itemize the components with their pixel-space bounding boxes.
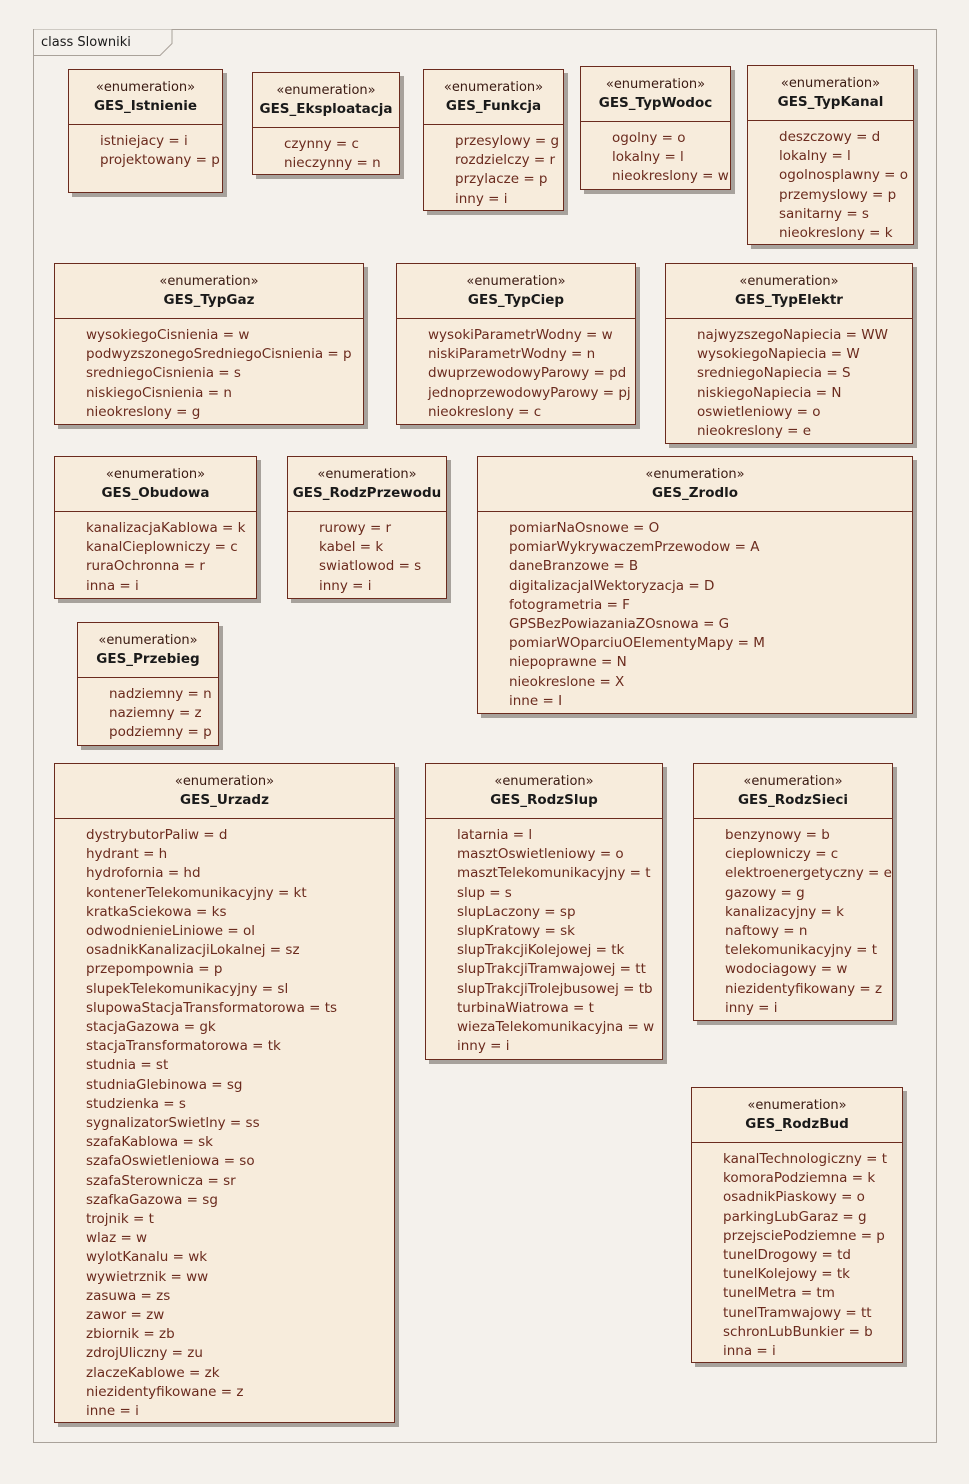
enum-literal-list [55,819,394,1421]
enum-literal: fotogrametria = F [509,596,630,613]
enum-literal: projektowany = p [100,152,220,169]
enum-literal: benzynowy = b [725,827,830,843]
class-header [69,70,222,125]
enum-literal: podwyzszonegoSredniegoCisnienia = p [86,346,352,363]
enum-literal: dystrybutorPaliw = d [86,827,228,843]
enum-literal: slupTrakcjiKolejowej = tk [457,942,625,959]
enum-ges-rodzsieci[interactable] [693,763,893,1021]
enum-literal-list [426,819,662,1056]
enum-literal: istniejacy = i [100,133,188,149]
class-name: GES_TypWodoc [598,95,713,111]
enum-literal: kanalizacyjny = k [725,903,844,920]
class-name: GES_Istnienie [93,98,198,114]
enum-literal-list [69,125,222,170]
enum-ges-istnienie[interactable] [68,69,223,193]
stereotype-label: «enumeration» [443,80,544,95]
class-name: GES_Funkcja [445,98,542,114]
class-header [55,764,394,819]
enum-literal: naftowy = n [725,923,808,940]
class-header [55,264,363,319]
enum-literal: sredniegoCisnienia = s [86,365,241,382]
enum-literal: zasuwa = zs [86,1287,171,1304]
enum-literal: elektroenergetyczny = e [725,865,892,882]
stereotype-label: «enumeration» [174,774,275,789]
enum-ges-rodzprzewodu[interactable] [287,456,447,599]
enum-literal: gazowy = g [725,884,805,901]
enum-ges-rodzslup[interactable] [425,763,663,1060]
stereotype-label: «enumeration» [743,774,843,789]
enum-literal: szafaSterownicza = sr [86,1172,236,1189]
enum-literal: zbiornik = zb [86,1326,175,1343]
stereotype-label: «enumeration» [105,467,206,482]
class-header [478,457,912,512]
enum-literal: studzienka = s [86,1095,186,1112]
enum-literal: przylacze = p [455,171,548,188]
enum-literal: szafkaGazowa = sg [86,1191,218,1208]
stereotype-label: «enumeration» [747,1098,847,1113]
enum-literal: zdrojUliczny = zu [86,1345,203,1362]
enum-literal: wysokiegoCisnienia = w [86,327,250,343]
enum-literal: nieokreslony = g [86,403,201,420]
enum-literal: masztTelekomunikacyjny = t [457,865,651,882]
class-header [694,764,892,819]
enum-literal: inna = i [723,1343,776,1360]
enum-literal-list [55,512,256,596]
enum-literal: najwyzszegoNapiecia = WW [697,327,888,343]
enum-literal: slupekTelekomunikacyjny = sl [86,980,289,997]
enum-literal: inny = i [319,577,372,594]
enum-literal: wlaz = w [86,1230,148,1247]
enum-literal: nieokreslony = k [779,225,893,242]
enum-ges-rodzbud[interactable] [691,1087,903,1363]
enum-literal: wodociagowy = w [725,961,848,978]
enum-literal: niezidentyfikowany = z [725,980,883,997]
enum-literal: podziemny = p [109,724,212,741]
enum-literal: nieokreslone = X [509,673,625,690]
enum-literal: szafaKablowa = sk [86,1134,213,1151]
stereotype-label: «enumeration» [276,83,376,98]
enum-literal: niezidentyfikowane = z [86,1383,244,1400]
enum-literal: studnia = st [86,1057,169,1074]
class-header [424,70,563,125]
enum-literal: pomiarWOparciuOElementyMapy = M [509,635,765,652]
enum-literal: czynny = c [284,136,359,152]
enum-literal: przejsciePodziemne = p [723,1227,885,1244]
enum-literal: rozdzielczy = r [455,152,556,169]
enum-literal: ogolny = o [612,130,686,146]
enum-literal: lokalny = l [612,149,684,166]
enum-ges-typciep[interactable] [396,263,636,425]
enum-literal: hydrant = h [86,846,168,863]
enum-literal: odwodnienieLiniowe = ol [86,923,256,940]
enum-literal: wywietrznik = ww [86,1268,209,1285]
class-header [288,457,446,512]
enum-literal: rurowy = r [319,520,392,536]
enum-literal: inne = i [86,1403,139,1420]
class-name: GES_TypCiep [467,292,565,308]
enum-literal: pomiarWykrywaczemPrzewodow = A [509,539,760,556]
enum-literal: kratkaSciekowa = ks [86,903,227,920]
enum-literal: slupowaStacjaTransformatorowa = ts [86,999,338,1016]
class-header [253,73,399,128]
enum-literal: slup = s [457,884,512,901]
enum-literal: wysokiegoNapiecia = W [697,346,860,363]
stereotype-label: «enumeration» [98,633,198,648]
enum-literal: zawor = zw [86,1307,165,1324]
enum-literal: dwuprzewodowyParowy = pd [428,365,627,382]
enum-literal-list [748,121,913,243]
class-header [581,67,730,122]
enum-literal: stacjaGazowa = gk [86,1019,216,1036]
enum-literal: studniaGlebinowa = sg [86,1076,243,1093]
enum-literal: wiezaTelekomunikacyjna = w [457,1019,655,1036]
enum-literal: kabel = k [319,539,384,556]
enum-ges-funkcja[interactable] [423,69,564,211]
enum-literal-list [55,319,363,422]
enum-literal: hydrofornia = hd [86,865,201,882]
enum-literal: pomiarNaOsnowe = O [509,520,660,536]
enum-literal: cieplowniczy = c [725,846,839,863]
enum-ges-typelektr[interactable] [665,263,913,444]
enum-literal-list [78,678,218,743]
enum-literal: osadnikPiaskowy = o [723,1189,865,1206]
enum-literal-list [253,128,399,173]
stereotype-label: «enumeration» [605,77,706,92]
class-header [78,623,218,678]
class-name: GES_Eksploatacja [259,101,393,117]
enum-literal: wylotKanalu = wk [86,1249,208,1266]
enum-literal: daneBranzowe = B [509,558,639,575]
enum-literal: parkingLubGaraz = g [723,1208,867,1225]
class-name: GES_Obudowa [101,485,210,501]
class-name: GES_RodzBud [745,1116,849,1132]
enum-literal: lokalny = l [779,148,851,165]
enum-literal-list [581,122,730,187]
stereotype-label: «enumeration» [95,80,196,95]
enum-literal: niskiegoCisnienia = n [86,384,232,401]
enum-literal: niskiParametrWodny = n [428,346,596,363]
enum-literal-list [692,1143,902,1361]
enum-literal: przemyslowy = p [779,186,897,203]
enum-literal: kanalizacjaKablowa = k [86,520,246,536]
enum-literal: oswietleniowy = o [697,403,821,420]
class-name: GES_TypGaz [163,292,255,308]
enum-literal: stacjaTransformatorowa = tk [86,1038,281,1055]
enum-literal-list [478,512,912,711]
class-name: GES_TypElektr [735,292,843,308]
enum-literal: kontenerTelekomunikacyjny = kt [86,884,307,901]
enum-literal: sygnalizatorSwietlny = ss [86,1115,260,1132]
enum-literal: ogolnosplawny = o [779,167,909,184]
enum-literal: tunelMetra = tm [723,1285,835,1302]
enum-literal: inne = I [509,692,563,709]
enum-literal: nieokreslony = w [612,168,729,185]
enum-ges-eksploatacja[interactable] [252,72,400,175]
enum-ges-typwodoc[interactable] [580,66,731,190]
enum-ges-zrodlo[interactable] [477,456,913,714]
enum-literal-list [666,319,912,441]
enum-literal: niepoprawne = N [509,654,627,671]
enum-literal: slupTrakcjiTramwajowej = tt [457,961,646,978]
enum-literal: tunelTramwajowy = tt [723,1304,872,1321]
stereotype-label: «enumeration» [645,467,745,482]
enum-literal: slupKratowy = sk [457,923,575,940]
enum-literal: nieokreslony = c [428,403,542,420]
enum-literal: inna = i [86,577,139,594]
enum-literal: inny = i [457,1038,510,1055]
enum-literal: telekomunikacyjny = t [725,942,878,959]
class-header [748,66,913,121]
enum-literal: masztOswietleniowy = o [457,846,624,863]
enum-literal: GPSBezPowiazaniaZOsnowa = G [509,616,730,633]
enum-ges-typkanal[interactable] [747,65,914,245]
class-header [692,1088,902,1143]
class-name: GES_Urzadz [180,792,269,808]
enum-literal: swiatlowod = s [319,558,422,575]
enum-literal: deszczowy = d [779,129,881,145]
enum-literal: szafaOswietleniowa = so [86,1153,255,1170]
enum-literal: kanalTechnologiczny = t [723,1151,888,1167]
enum-literal: slupTrakcjiTrolejbusowej = tb [457,980,653,997]
enum-literal-list [694,819,892,1018]
enum-literal: nieokreslony = e [697,423,812,440]
enum-literal: zlaczeKablowe = zk [86,1364,220,1381]
class-name: GES_RodzSieci [737,792,849,808]
class-name: GES_TypKanal [777,94,884,110]
enum-literal: naziemny = z [109,705,202,722]
enum-literal: jednoprzewodowyParowy = pj [428,384,631,401]
class-name: GES_Przebieg [96,651,200,667]
enum-literal: wysokiParametrWodny = w [428,327,613,343]
stereotype-label: «enumeration» [494,774,594,789]
enum-literal: przesylowy = g [455,133,560,149]
class-name: GES_Zrodlo [651,485,739,501]
enum-literal: inny = i [455,190,508,207]
stereotype-label: «enumeration» [780,76,881,91]
enum-ges-obudowa[interactable] [54,456,257,599]
stereotype-label: «enumeration» [159,274,259,289]
enum-literal: turbinaWiatrowa = t [457,999,594,1016]
enum-literal: inny = i [725,999,778,1016]
enum-ges-przebieg[interactable] [77,622,219,746]
enum-literal: slupLaczony = sp [457,903,576,920]
enum-literal: przepompownia = p [86,961,223,978]
enum-ges-urzadz[interactable] [54,763,395,1423]
frame-label: class Slowniki [41,35,131,50]
enum-literal-list [424,125,563,209]
enum-literal: nieczynny = n [284,155,381,172]
stereotype-label: «enumeration» [317,467,417,482]
enum-literal: digitalizacjaIWektoryzacja = D [509,577,715,594]
enum-literal: nadziemny = n [109,686,212,702]
enum-literal-list [288,512,446,596]
class-name: GES_RodzPrzewodu [292,485,442,501]
enum-literal: sanitarny = s [779,205,869,222]
class-header [666,264,912,319]
enum-literal: tunelKolejowy = tk [723,1266,851,1283]
enum-literal: schronLubBunkier = b [723,1323,873,1340]
enum-literal: osadnikKanalizacjiLokalnej = sz [86,942,300,959]
enum-literal: ruraOchronna = r [86,558,205,575]
stereotype-label: «enumeration» [739,274,839,289]
class-header [397,264,635,319]
enum-literal: komoraPodziemna = k [723,1170,876,1187]
enum-literal: niskiegoNapiecia = N [697,384,842,401]
class-name: GES_RodzSlup [490,792,598,808]
enum-ges-typgaz[interactable] [54,263,364,425]
class-header [426,764,662,819]
enum-literal: trojnik = t [86,1211,154,1228]
enum-literal: sredniegoNapiecia = S [697,365,851,382]
enum-literal: tunelDrogowy = td [723,1247,851,1264]
enum-literal-list [397,319,635,422]
class-header [55,457,256,512]
enum-literal: kanalCieplowniczy = c [86,539,238,556]
stereotype-label: «enumeration» [466,274,566,289]
enum-literal: latarnia = l [457,827,533,843]
